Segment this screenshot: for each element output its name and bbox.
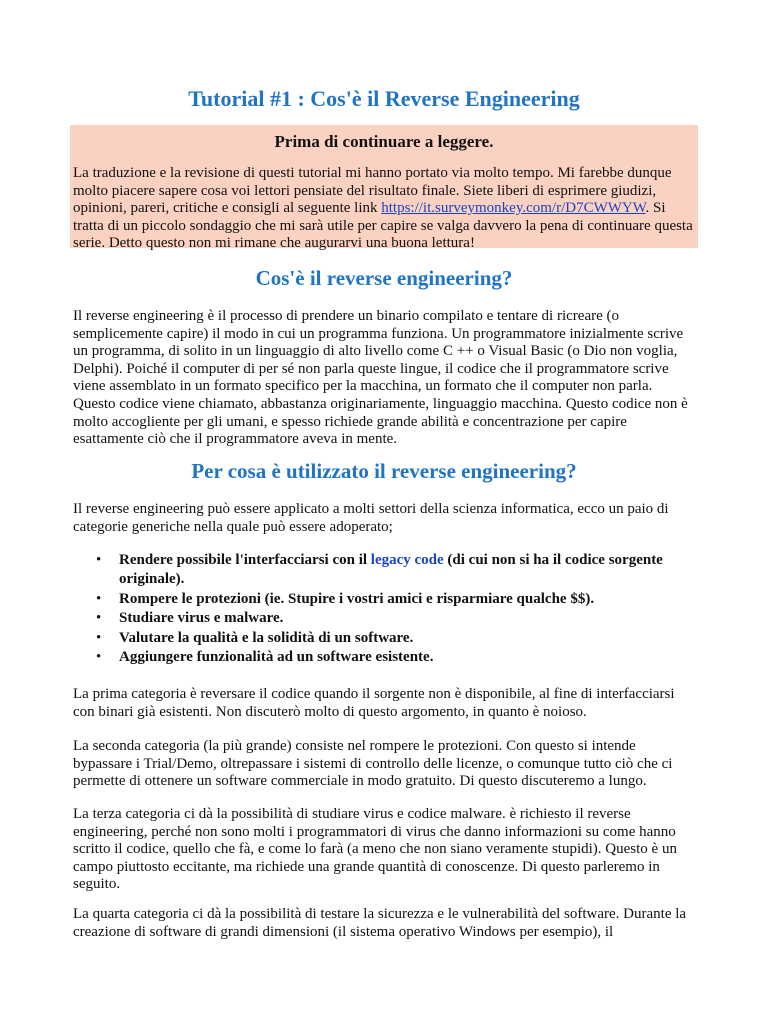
paragraph-third-category: La terza categoria ci dà la possibilità di studiare virus e codice malware. è richiesto il reverse engineering, perché non sono molti i programmatori di virus che danno informazioni su come hanno scritto il codice, quello che fà, e come lo farà (a meno che non siano veramente stupidi). Questo è un campo piuttosto eccitante, ma richiede una grande quantità di conoscenze. Di questo parleremo in seguito. — [73, 806, 677, 893]
notice-text-after-link: . Si tratta di un piccolo sondaggio che mi sarà utile per capire se valga davvero la pena di continuare questa serie. Detto questo non mi rimane che augurarvi una buona lettura! — [73, 200, 693, 252]
list-item: • Rompere le protezioni (ie. Stupire i vostri amici e risparmiare qualche $$). — [96, 590, 696, 609]
list-item: • Studiare virus e malware. — [96, 609, 696, 628]
paragraph-second-category: La seconda categoria (la più grande) consiste nel rompere le protezioni. Con questo si intende bypassare i Trial/Demo, oltrepassare i sistemi di controllo delle licenze, o comunque tutto ciò che ci permette di ottenere un software commerciale in modo gratuito. Di questo discuteremo a lungo. — [73, 738, 673, 790]
paragraph-uses-intro: Il reverse engineering può essere applicato a molti settori della scienza informatica, ecco un paio di categorie generiche nella quale può essere adoperato; — [73, 501, 669, 535]
section-heading-what-is-re: Cos'è il reverse engineering? — [255, 266, 513, 290]
notice-text-before-link: La traduzione e la revisione di questi tutorial mi hanno portato via molto tempo. Mi farebbe dunque molto piacere sapere cosa voi lettori pensiate del risultato finale. Siete liberi di esprimere giudizi, opinioni, pareri, critiche e consigli al seguente link — [73, 165, 672, 217]
survey-notice-box — [70, 125, 698, 252]
bullet1-text-after: (di cui non si ha il codice sorgente originale). — [119, 552, 663, 588]
list-item — [96, 551, 696, 590]
notice-heading: Prima di continuare a leggere. — [274, 132, 494, 151]
paragraph-definition: Il reverse engineering è il processo di prendere un binario compilato e tentare di ricreare (o semplicemente capire) il modo in cui un programma funziona. Un programmatore inizialmente scrive un programma, di solito in un linguaggio di alto livello come C ++ o Visual Basic (o Dio non voglia, Delphi). Poiché il computer di per sé non parla queste lingue, il codice che il programmatore scrive viene assemblato in un formato specifico per la macchina, un formato che il computer non parla. Questo codice viene chiamato, abbastanza originariamente, linguaggio macchina. Questo codice non è molto accogliente per gli umani, e spesso richiede grande abilità e concentrazione per capire esattamente ciò che il programmatore aveva in mente. — [73, 308, 688, 448]
notice-text — [73, 165, 697, 253]
uses-bullet-list — [96, 551, 696, 667]
page-title: Tutorial #1 : Cos'è il Reverse Engineering — [188, 86, 580, 111]
bullet1-text-before: Rendere possibile l'interfacciarsi con il — [119, 552, 371, 568]
paragraph-fourth-category: La quarta categoria ci dà la possibilità di testare la sicurezza e le vulnerabilità del software. Durante la creazione di software di grandi dimensioni (il sistema operativo Windows per esempio), il — [73, 906, 687, 940]
paragraph-first-category: La prima categoria è reversare il codice quando il sorgente non è disponibile, al fine di interfacciarsi con binari già esistenti. Non discuterò molto di questo argomento, in quanto è noioso. — [73, 686, 675, 720]
legacy-code-link[interactable]: legacy code — [370, 552, 444, 568]
section-heading-uses-of-re: Per cosa è utilizzato il reverse engineering? — [191, 459, 577, 483]
list-item: • Valutare la qualità e la solidità di un software. — [96, 629, 696, 648]
list-item: • Aggiungere funzionalità ad un software esistente. — [96, 648, 696, 667]
survey-link[interactable]: https://it.surveymonkey.com/r/D7CWWYW — [381, 200, 646, 217]
